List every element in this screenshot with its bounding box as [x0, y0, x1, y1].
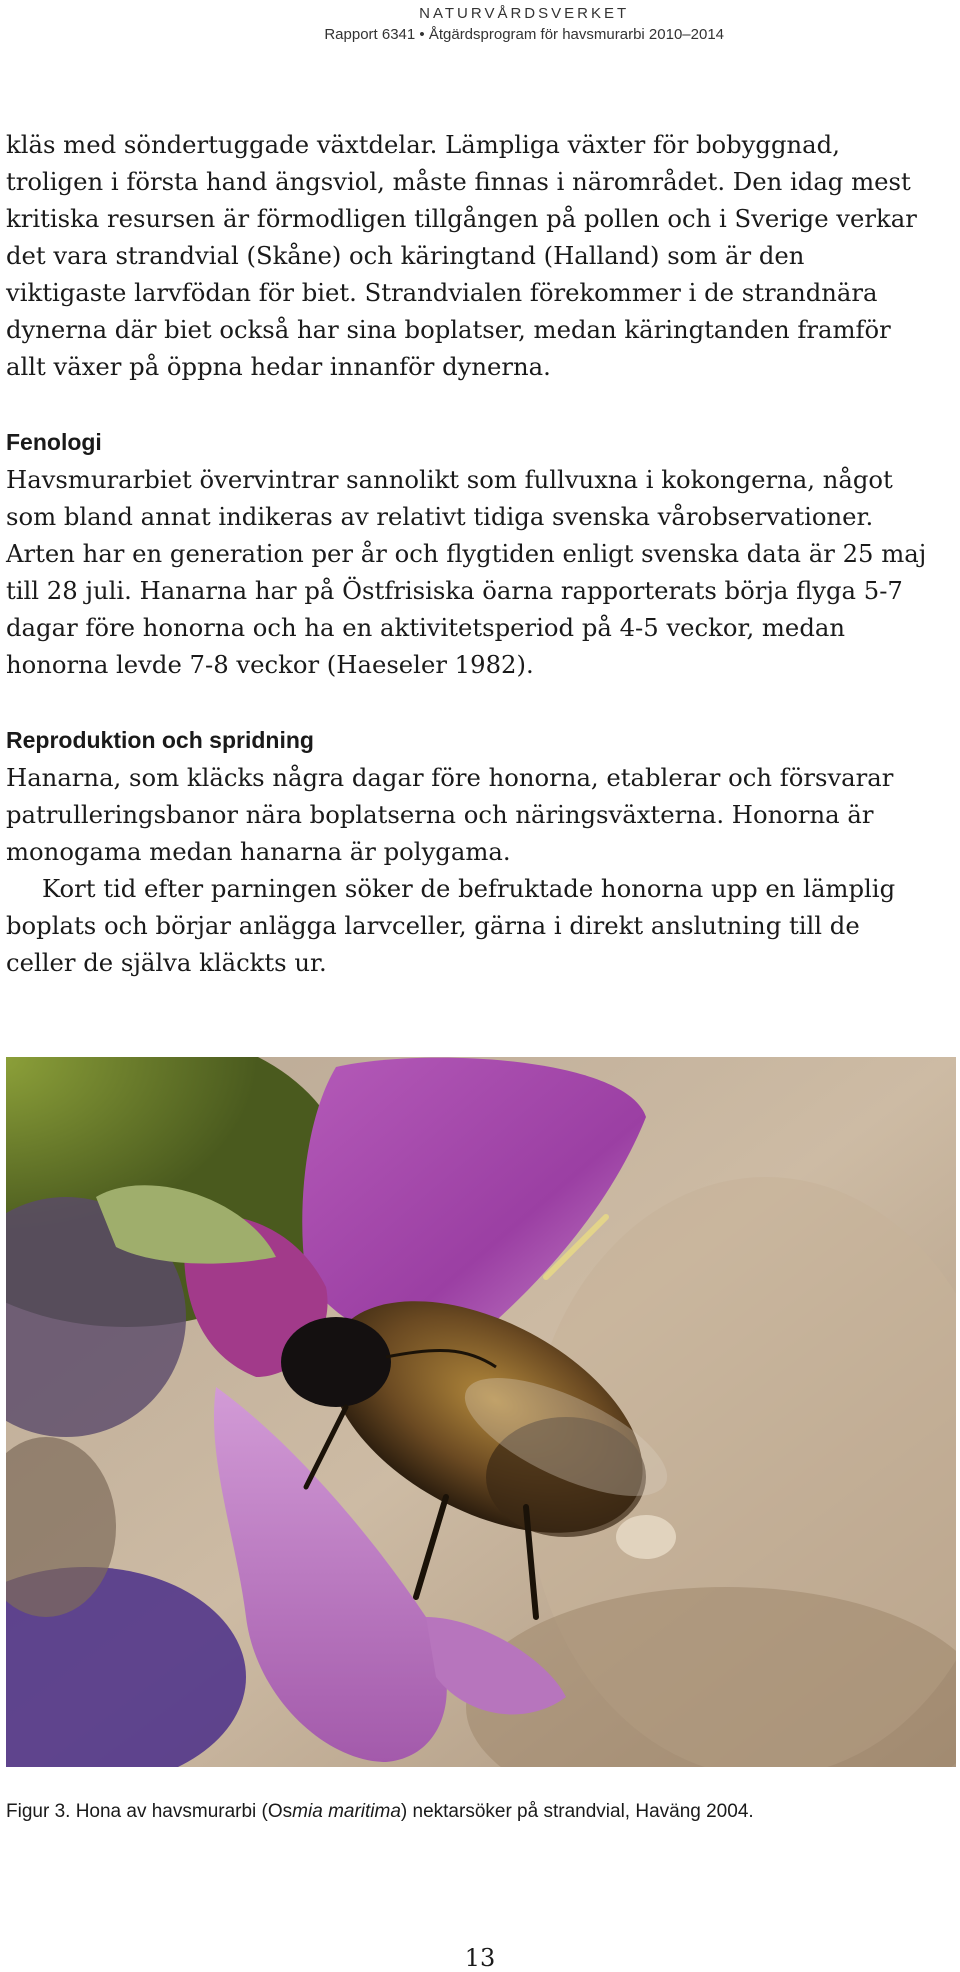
fenologi-section	[6, 424, 931, 683]
page-number: 13	[464, 1944, 496, 1972]
fenologi-heading: Fenologi	[6, 429, 102, 455]
caption-suffix: ) nektarsöker på strandvial, Haväng 2004.	[400, 1801, 754, 1822]
intro-paragraph: kläs med söndertuggade växtdelar. Lämpliga växter för bobyggnad, troligen i första hand ängsviol, måste finnas i närområdet. Den idag mest kritiska resursen är förmodligen tillgången på pollen och i Sverige verkar det vara strandvial (Skåne) och käringtand (Halland) som är den viktigaste larvfödan för biet. Strandvialen förekommer i de strandnära dynerna där biet också har sina boplatser, medan käringtanden framför allt växer på öppna hedar innanför dynerna.	[6, 130, 917, 381]
reproduktion-heading: Reproduktion och spridning	[6, 727, 314, 753]
figure-caption	[6, 1799, 754, 1825]
photo-illustration	[6, 1057, 956, 1767]
caption-prefix: Figur 3. Hona av havsmurarbi (Os	[6, 1801, 293, 1822]
reproduktion-section	[6, 722, 931, 981]
fenologi-paragraph: Havsmurarbiet övervintrar sannolikt som fullvuxna i kokongerna, något som bland annat indikeras av relativt tidiga svenska vårobservationer. Arten har en generation per år och flygtiden enligt svenska data är 25 maj till 28 juli. Hanarna har på Östfrisiska öarna rapporterats börja flyga 5-7 dagar före honorna och ha en aktivitetsperiod på 4-5 veckor, medan honorna levde 7-8 veckor (Haeseler 1982).	[6, 465, 927, 679]
organization-name: NATURVÅRDSVERKET	[419, 5, 630, 22]
bee-on-flower-photo	[6, 1057, 956, 1767]
reproduktion-paragraph-2: Kort tid efter parningen söker de befruktade honorna upp en lämplig boplats och börjar anlägga larvceller, gärna i direkt anslutning till de celler de själva kläckts ur.	[6, 874, 896, 977]
caption-species-italic: mia maritima	[292, 1801, 401, 1822]
reproduktion-paragraph-1: Hanarna, som kläcks några dagar före honorna, etablerar och försvarar patrulleringsbanor nära boplatserna och näringsväxterna. Honorna är monogama medan hanarna är polygama.	[6, 763, 894, 866]
report-title: Rapport 6341 • Åtgärdsprogram för havsmurarbi 2010–2014	[324, 26, 724, 43]
intro-section	[6, 126, 931, 385]
page-header	[324, 4, 724, 46]
